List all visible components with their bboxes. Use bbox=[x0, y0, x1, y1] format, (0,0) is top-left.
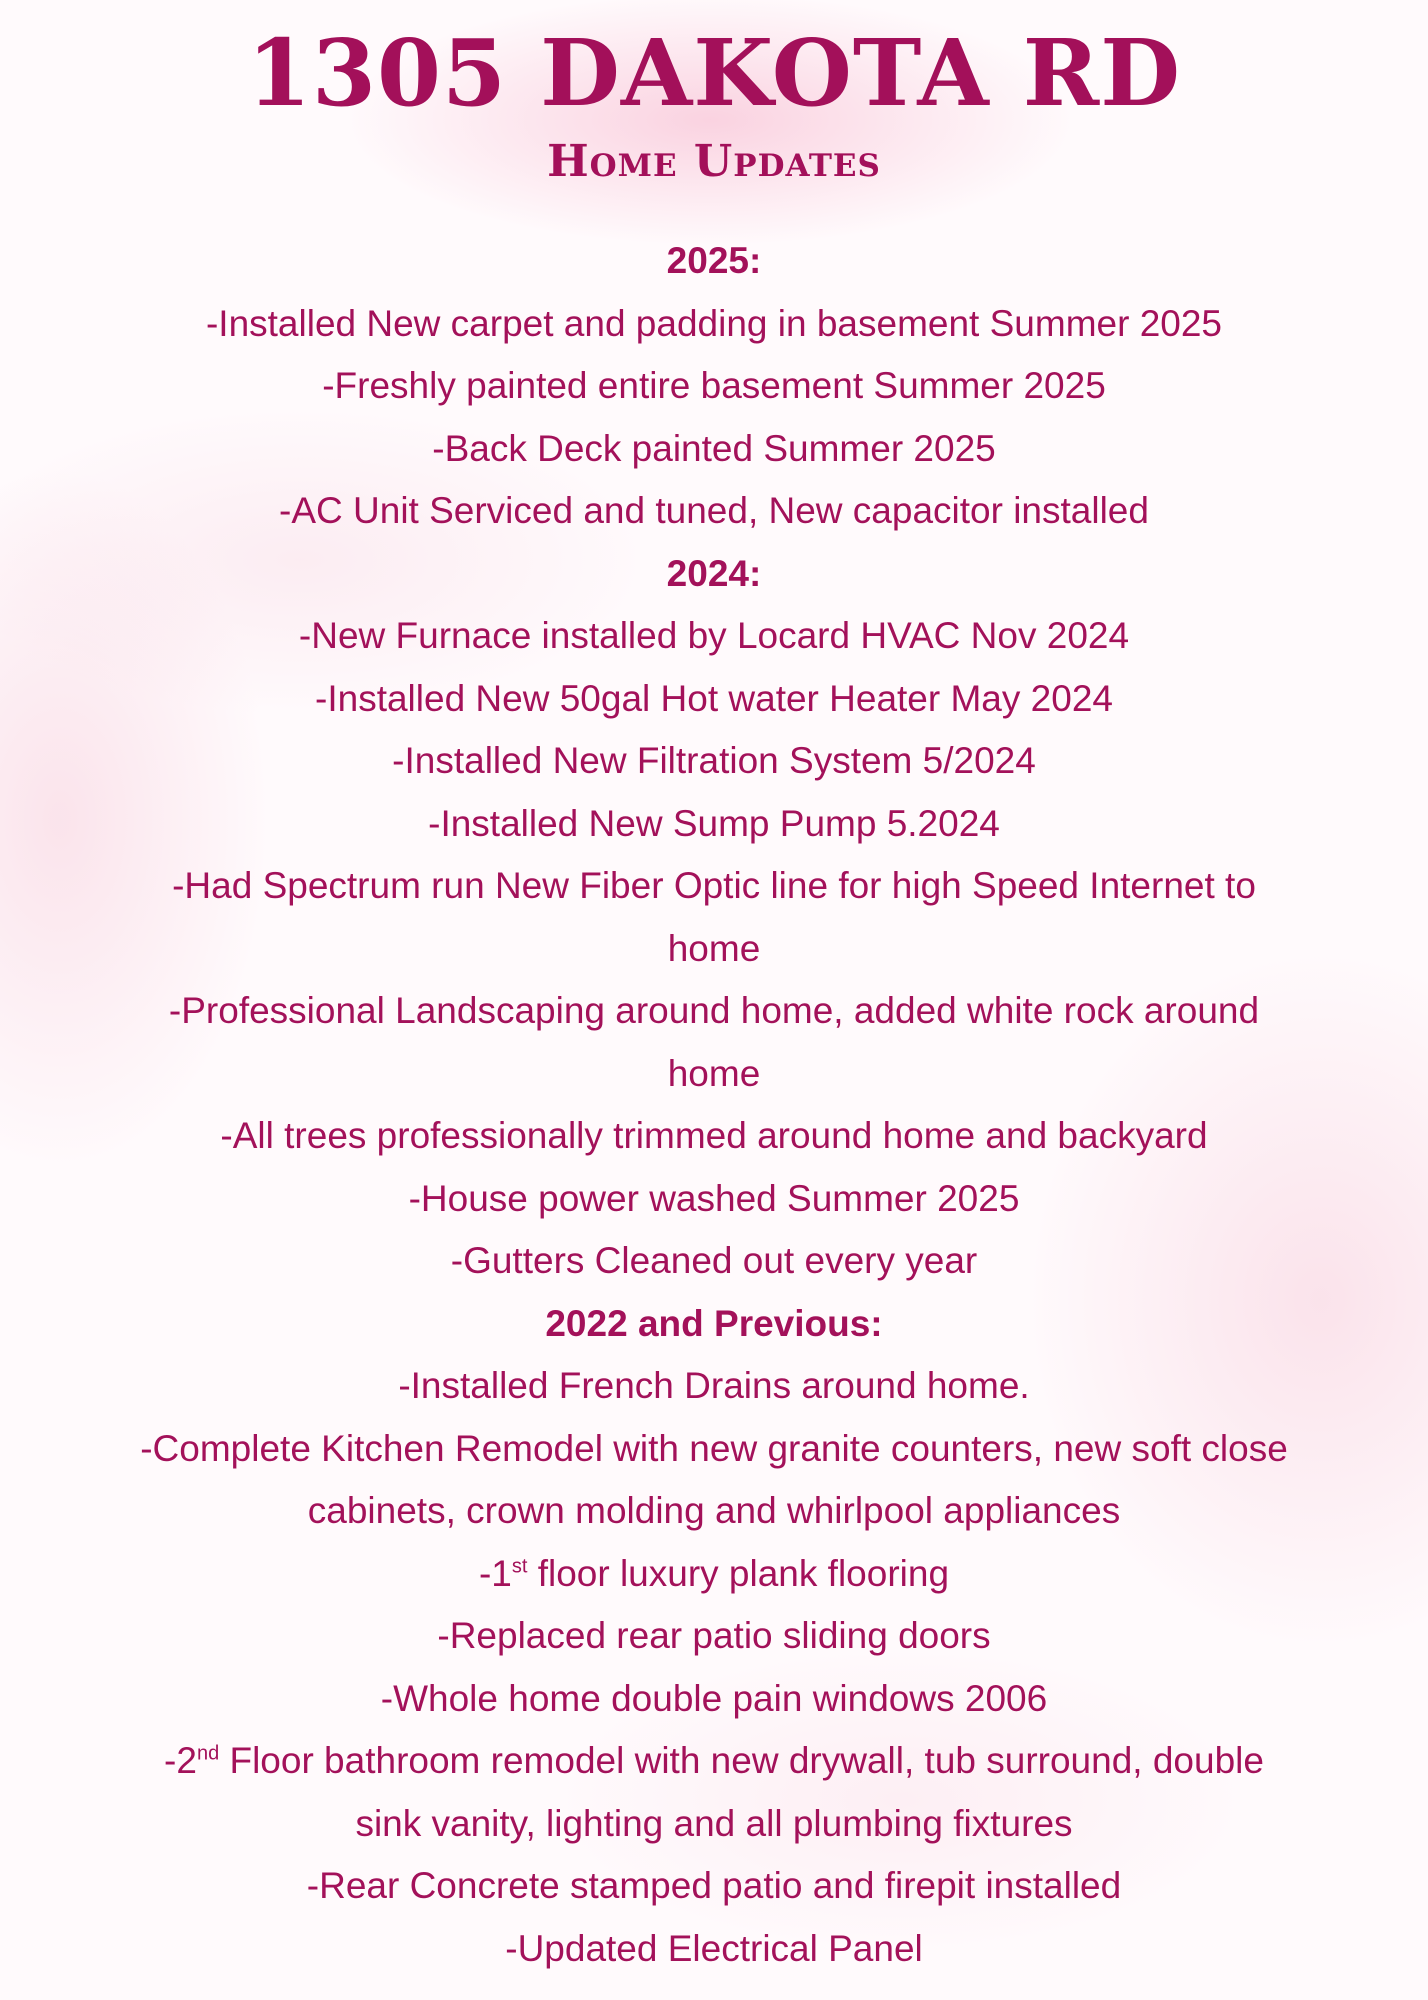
list-item-second-floor bbox=[0, 1730, 1428, 1793]
list-item: -All trees professionally trimmed around home and backyard bbox=[220, 1115, 1208, 1156]
list-item-first-floor bbox=[0, 1543, 1428, 1606]
list-item-continuation: sink vanity, lighting and all plumbing fixtures bbox=[355, 1802, 1073, 1844]
list-item: -House power washed Summer 2025 bbox=[408, 1177, 1020, 1219]
updates-list bbox=[0, 230, 1428, 1980]
section-heading-2022-and-previous: 2022 and Previous: bbox=[545, 1302, 883, 1344]
floor-prefix: -1 bbox=[478, 1552, 512, 1594]
list-item: -Complete Kitchen Remodel with new granite counters, new soft close bbox=[140, 1427, 1288, 1469]
section-heading-2025: 2025: bbox=[666, 240, 762, 281]
list-item: -Rear Concrete stamped patio and firepit installed bbox=[306, 1865, 1122, 1906]
list-item: -Had Spectrum run New Fiber Optic line for high Speed Internet to bbox=[172, 865, 1256, 906]
list-item-continuation: home bbox=[667, 1052, 761, 1094]
list-item-continuation: home bbox=[667, 927, 761, 969]
list-item: -Installed New 50gal Hot water Heater May 2024 bbox=[315, 677, 1113, 719]
page-subtitle: Home Updates bbox=[547, 136, 881, 187]
bath-ordinal-suffix: nd bbox=[196, 1742, 220, 1765]
list-item: -Installed New carpet and padding in basement Summer 2025 bbox=[205, 302, 1223, 344]
floor-rest: floor luxury plank flooring bbox=[527, 1552, 950, 1594]
list-item-continuation: cabinets, crown molding and whirlpool appliances bbox=[307, 1490, 1121, 1531]
list-item: -Installed New Filtration System 5/2024 bbox=[392, 740, 1036, 781]
list-item: -Professional Landscaping around home, added white rock around bbox=[168, 990, 1260, 1031]
page-title: 1305 DAKOTA RD bbox=[247, 19, 1181, 127]
list-item: -Replaced rear patio sliding doors bbox=[437, 1615, 991, 1656]
list-item: -New Furnace installed by Locard HVAC Nov 2024 bbox=[298, 615, 1130, 656]
list-item: -Back Deck painted Summer 2025 bbox=[432, 427, 996, 469]
bath-prefix: -2 bbox=[164, 1740, 197, 1781]
list-item: -Whole home double pain windows 2006 bbox=[380, 1677, 1048, 1719]
floor-ordinal-suffix: st bbox=[511, 1555, 528, 1578]
list-item: -Updated Electrical Panel bbox=[505, 1927, 923, 1969]
section-heading-2024: 2024: bbox=[666, 552, 762, 594]
bath-rest: Floor bathroom remodel with new drywall, tub surround, double bbox=[219, 1740, 1264, 1781]
list-item: -Freshly painted entire basement Summer 2025 bbox=[322, 365, 1106, 406]
list-item: -Gutters Cleaned out every year bbox=[450, 1240, 978, 1281]
list-item: -Installed French Drains around home. bbox=[398, 1365, 1030, 1406]
list-item: -AC Unit Serviced and tuned, New capacitor installed bbox=[279, 490, 1149, 531]
list-item: -Installed New Sump Pump 5.2024 bbox=[428, 802, 1000, 844]
